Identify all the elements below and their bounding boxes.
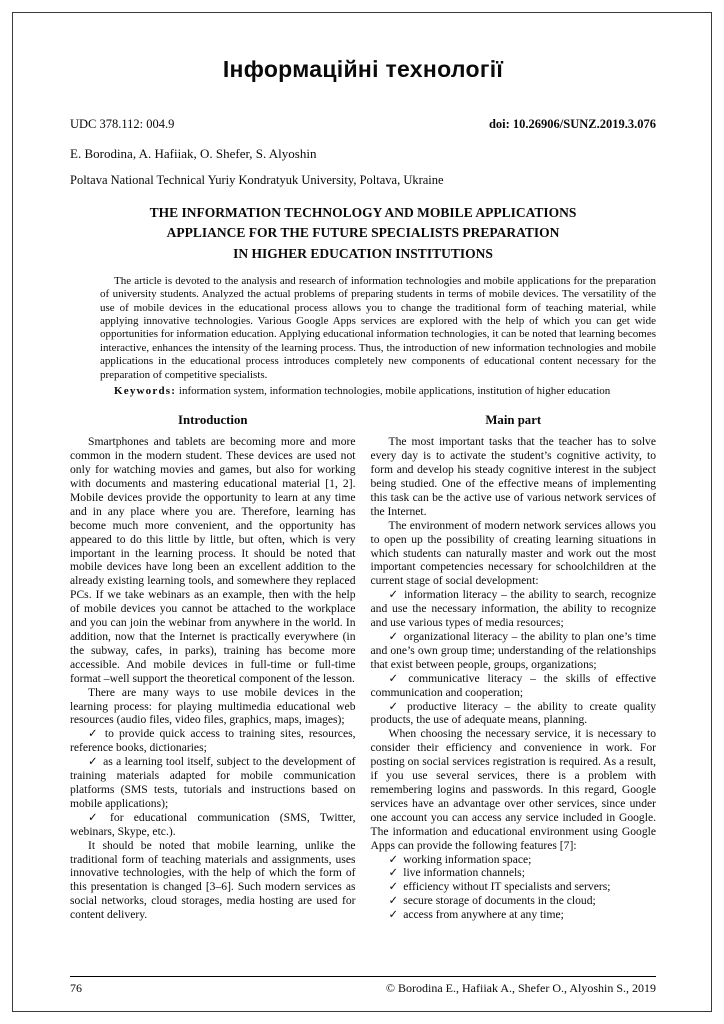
intro-list-item <box>70 811 356 839</box>
main-feature-item-text: live information channels; <box>403 866 525 880</box>
abstract-block <box>100 275 656 399</box>
journal-section-title: Інформаційні технології <box>222 56 504 82</box>
main-feature-item-text: access from anywhere at any time; <box>403 908 564 922</box>
main-paragraph-3: When choosing the necessary service, it is necessary to consider their efficiency and convenience in work. For posting on social services registration is required. As a result, if you use several services, there is a problem with remembering logins and passwords. In this regard, Google services have an advantage over other services, since under one account you can access any service included in Google. The information and educational environment using Google Apps can provide the following features [7]: <box>370 727 656 852</box>
right-column <box>371 411 657 922</box>
paper-title-line-1: THE INFORMATION TECHNOLOGY AND MOBILE APPLICATIONS <box>149 205 577 220</box>
main-list-item <box>371 700 657 728</box>
main-feature-item-text: working information space; <box>403 852 532 866</box>
check-icon: ✓ <box>388 866 399 880</box>
paper-title-line-3: IN HIGHER EDUCATION INSTITUTIONS <box>233 245 493 261</box>
intro-paragraph-3: It should be noted that mobile learning, unlike the traditional form of teaching materials and assignments, uses innovative technologies, with the help of which the form of this presentation is changed [3–6]. Such modern services as social networks, cloud storages, media hosting are used for content delivery. <box>70 838 356 922</box>
main-feature-item <box>371 880 657 894</box>
main-feature-item-text: secure storage of documents in the cloud; <box>403 894 596 908</box>
check-icon: ✓ <box>88 810 106 824</box>
main-feature-item <box>371 866 657 880</box>
main-feature-item <box>371 894 657 908</box>
main-list-item-text: organizational literacy – the ability to plan one’s time and one’s own group time; understanding of the relationships that exist between people, groups, organizations; <box>370 630 656 671</box>
main-feature-item <box>371 908 657 922</box>
abstract-text: The article is devoted to the analysis and research of information technologies and mobile applications for the preparation of university students. Analyzed the actual problems of preparing students in terms of mobile devices. The versatility of the use of mobile devices in the educational process allows you to change the traditional form of teaching material, while applying innovative technologies. Various Google Apps services are explored with the help of which you can get wide opportunities for information education. Applying educational information technologies, it can be noted that learning becomes interactive, enhances the intensity of the learning process. Thus, the introduction of new information technologies and mobile applications in the educational process introduces completely new components of educational content necessary for the preparation of competitive specialists. <box>100 274 656 381</box>
intro-list-item <box>70 727 356 755</box>
keywords-text: information system, information technologies, mobile applications, institution of higher education <box>176 385 611 397</box>
intro-list-item <box>70 755 356 811</box>
check-icon: ✓ <box>88 727 100 741</box>
paper-title <box>70 203 656 264</box>
check-icon: ✓ <box>388 671 404 685</box>
main-paragraph-2: The environment of modern network services allows you to open up the possibility of creating learning situations in which students can naturally master and work out the most important competencies necessary for schoolchildren at the current stage of social development: <box>370 518 656 588</box>
page-content <box>70 56 656 922</box>
main-list-item-text: productive literacy – the ability to create quality products, the use of adequate means, planning. <box>370 699 656 727</box>
section-heading-main-part: Main part <box>485 413 542 428</box>
left-column <box>70 411 356 922</box>
main-feature-item <box>371 853 657 867</box>
page-number: 76 <box>70 981 82 995</box>
page-footer <box>70 976 656 996</box>
intro-paragraph-1: Smartphones and tablets are becoming more and more common in the modern student. These devices are used not only for watching movies and games, but also for working with documents and mastering educational material [1, 2]. Mobile devices provide the opportunity to learn at any time and in any place where you are. Therefore, learning has become much more convenient, and the opportunity has appeared to do this little by little, but often, which is very important in the learning process. It should be noted that mobile devices have long been an excellent addition to the already existing learning tools, and somewhere they replaced PCs. If we take webinars as an example, then with the help of mobile devices you cannot be attached to the workplace and you can join the webinar from anywhere in the world. In addition, now that the Internet is practically everywhere (in the subway, cafes, in parks), training has become more accessible. And mobile devices in full-time or full-time format –well support the theoretical component of the lesson. <box>70 435 356 685</box>
doi-code: doi: 10.26906/SUNZ.2019.3.076 <box>488 117 656 131</box>
main-list-item <box>371 630 657 672</box>
affiliation-line: Poltava National Technical Yuriy Kondratyuk University, Poltava, Ukraine <box>70 173 444 187</box>
intro-list-item-text: to provide quick access to training sites, resources, reference books, dictionaries; <box>70 727 356 755</box>
authors-line: E. Borodina, A. Hafiiak, O. Shefer, S. Alyoshin <box>70 146 317 161</box>
intro-list-item-text: for educational communication (SMS, Twitter, webinars, Skype, etc.). <box>70 810 356 838</box>
udc-code: UDC 378.112: 004.9 <box>70 117 175 131</box>
intro-paragraph-2: There are many ways to use mobile devices in the learning process: for playing multimedia educational web resources (audio files, video files, graphics, maps, images); <box>70 685 356 727</box>
main-list-item-text: information literacy – the ability to search, recognize and use the necessary information, the ability to recognize and use various types of media resources; <box>370 588 657 630</box>
check-icon: ✓ <box>388 588 400 602</box>
check-icon: ✓ <box>88 755 99 769</box>
check-icon: ✓ <box>388 880 399 894</box>
intro-list-item-text: as a learning tool itself, subject to the development of training materials adapted for mobile communication platforms (SMS tests, tutorials and instructions based on mobile applications); <box>70 755 356 810</box>
two-column-body <box>70 411 656 922</box>
check-icon: ✓ <box>388 894 399 908</box>
paper-title-line-2: APPLIANCE FOR THE FUTURE SPECIALISTS PREPARATION <box>166 225 560 241</box>
main-list-item <box>371 588 657 630</box>
main-list-item <box>371 672 657 700</box>
meta-row <box>70 117 656 132</box>
keywords-line <box>100 385 656 398</box>
section-heading-introduction: Introduction <box>178 413 248 428</box>
main-paragraph-1: The most important tasks that the teacher has to solve every day is to activate the student’s cognitive activity, to form and develop his steady cognitive interest in the subject being studied. One of the effective means of implementing this task can be the active use of various network services of the Internet. <box>370 435 656 518</box>
check-icon: ✓ <box>388 852 399 866</box>
copyright-line: © Borodina E., Hafiiak A., Shefer O., Alyoshin S., 2019 <box>385 981 656 995</box>
keywords-label: Keywords: <box>114 385 177 397</box>
main-feature-item-text: efficiency without IT specialists and servers; <box>403 880 611 894</box>
check-icon: ✓ <box>388 630 399 643</box>
main-list-item-text: communicative literacy – the skills of effective communication and cooperation; <box>370 671 657 699</box>
check-icon: ✓ <box>388 908 399 922</box>
check-icon: ✓ <box>388 699 402 713</box>
